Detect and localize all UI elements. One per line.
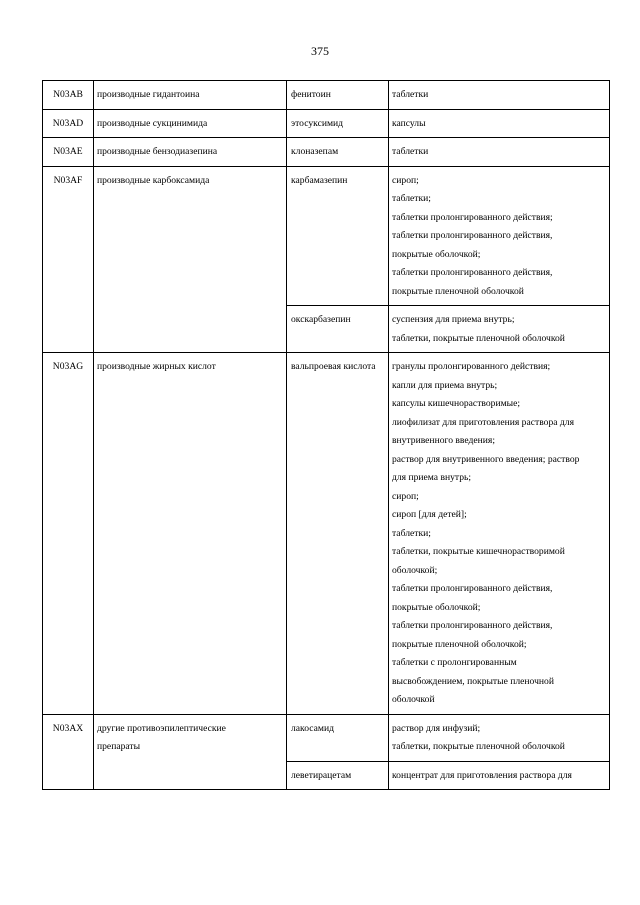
- dosage-form-line: суспензия для приема внутрь;: [392, 314, 515, 325]
- atc-code: N03AB: [43, 81, 94, 110]
- drug-name: окскарбазепин: [287, 306, 389, 353]
- group-name-line: препараты: [97, 741, 141, 752]
- dosage-form-line: таблетки, покрытые кишечнорастворимой: [392, 546, 565, 557]
- drug-name: этосуксимид: [287, 109, 389, 138]
- table-row: [43, 353, 610, 715]
- drug-name: клоназепам: [287, 138, 389, 167]
- dosage-form-line: таблетки;: [392, 193, 431, 204]
- dosage-form-line: таблетки: [392, 146, 429, 157]
- dosage-forms: [389, 138, 610, 167]
- table-row: [43, 166, 610, 306]
- dosage-form-line: для приема внутрь;: [392, 472, 472, 483]
- dosage-forms: [389, 353, 610, 715]
- dosage-form-line: таблетки, покрытые пленочной оболочкой: [392, 332, 565, 344]
- dosage-form-line: таблетки пролонгированного действия,: [392, 230, 553, 241]
- table-row: [43, 81, 610, 110]
- group-name: производные гидантоина: [94, 81, 287, 110]
- dosage-form-line: сироп;: [392, 490, 419, 502]
- dosage-form-line: оболочкой;: [392, 564, 438, 576]
- dosage-form-line: таблетки: [392, 89, 429, 100]
- dosage-forms: [389, 761, 610, 790]
- drug-name: леветирацетам: [287, 761, 389, 790]
- group-name: производные сукцинимида: [94, 109, 287, 138]
- drug-name: фенитоин: [287, 81, 389, 110]
- dosage-form-line: таблетки пролонгированного действия;: [392, 211, 553, 223]
- dosage-form-line: таблетки пролонгированного действия,: [392, 620, 553, 631]
- dosage-form-line: оболочкой: [392, 694, 435, 705]
- dosage-form-line: капсулы: [392, 117, 426, 129]
- group-name-line: другие противоэпилептические: [97, 722, 226, 734]
- atc-code: N03AD: [43, 109, 94, 138]
- dosage-form-line: высвобождением, покрытые пленочной: [392, 675, 554, 687]
- dosage-form-line: гранулы пролонгированного действия;: [392, 361, 551, 372]
- dosage-form-line: покрытые оболочкой;: [392, 601, 481, 613]
- dosage-form-line: капсулы кишечнорастворимые;: [392, 398, 521, 409]
- dosage-form-line: концентрат для приготовления раствора для: [392, 769, 572, 781]
- table-row: [43, 714, 610, 761]
- group-name: производные жирных кислот: [94, 353, 287, 715]
- dosage-forms: [389, 714, 610, 761]
- drug-table: [42, 80, 610, 790]
- dosage-form-line: таблетки пролонгированного действия,: [392, 267, 553, 278]
- dosage-form-line: покрытые пленочной оболочкой: [392, 285, 524, 297]
- dosage-form-line: сироп;: [392, 174, 419, 186]
- dosage-form-line: капли для приема внутрь;: [392, 379, 498, 391]
- dosage-form-line: покрытые пленочной оболочкой;: [392, 638, 527, 650]
- atc-code: N03AE: [43, 138, 94, 167]
- dosage-form-line: покрытые оболочкой;: [392, 248, 481, 260]
- drug-name: лакосамид: [287, 714, 389, 761]
- dosage-forms: [389, 166, 610, 306]
- dosage-form-line: таблетки пролонгированного действия,: [392, 583, 553, 594]
- drug-name: карбамазепин: [287, 166, 389, 306]
- atc-code: N03AX: [43, 714, 94, 790]
- page-number: 375: [311, 44, 329, 58]
- group-name: производные бензодиазепина: [94, 138, 287, 167]
- dosage-form-line: раствор для инфузий;: [392, 722, 481, 734]
- table-row: [43, 138, 610, 167]
- dosage-form-line: таблетки;: [392, 527, 431, 539]
- atc-code: N03AG: [43, 353, 94, 715]
- group-name: производные карбоксамида: [94, 166, 287, 353]
- atc-code: N03AF: [43, 166, 94, 353]
- dosage-form-line: раствор для внутривенного введения; раствор: [392, 453, 580, 465]
- dosage-form-line: внутривенного введения;: [392, 435, 496, 446]
- dosage-forms: [389, 109, 610, 138]
- dosage-form-line: лиофилизат для приготовления раствора для: [392, 416, 574, 428]
- dosage-forms: [389, 81, 610, 110]
- dosage-form-line: таблетки с пролонгированным: [392, 657, 517, 668]
- dosage-form-line: сироп [для детей];: [392, 509, 467, 520]
- group-name: [94, 714, 287, 790]
- drug-name: вальпроевая кислота: [287, 353, 389, 715]
- dosage-forms: [389, 306, 610, 353]
- table-row: [43, 109, 610, 138]
- dosage-form-line: таблетки, покрытые пленочной оболочкой: [392, 741, 565, 752]
